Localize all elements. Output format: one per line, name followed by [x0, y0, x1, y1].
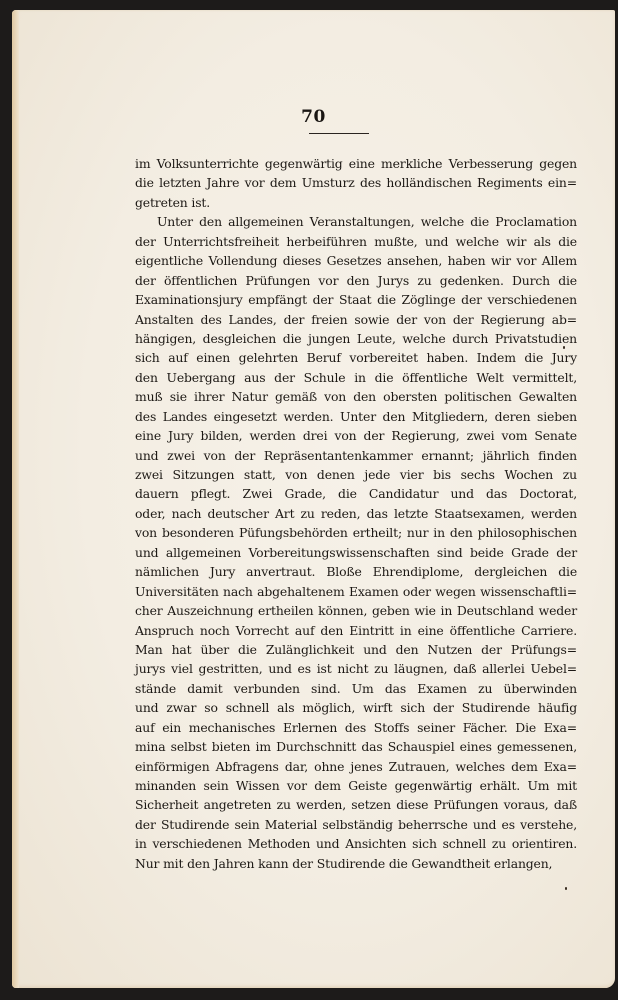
- text-line: in verschiedenen Methoden und Ansichten sich schnell zu orientiren.: [135, 836, 577, 852]
- text-line: einförmigen Abfragens dar, ohne jenes Zutrauen, welches dem Exa=: [135, 758, 577, 774]
- text-line: und zwar so schnell als möglich, wirft sich der Studirende häufig: [135, 700, 577, 716]
- body-text: [135, 154, 577, 873]
- text-line: jurys viel gestritten, und es ist nicht zu läugnen, daß allerlei Uebel=: [135, 661, 577, 677]
- text-line: Anstalten des Landes, der freien sowie der von der Regierung ab=: [135, 311, 577, 327]
- text-line: zwei Sitzungen statt, von denen jede vier bis sechs Wochen zu: [135, 467, 577, 482]
- text-line: den Uebergang aus der Schule in die öffentliche Welt vermittelt,: [135, 369, 577, 385]
- text-line: Unter den allgemeinen Veranstaltungen, welche die Proclamation: [157, 214, 577, 230]
- text-line: nämlichen Jury anvertraut. Bloße Ehrendiplome, dergleichen die: [135, 564, 577, 580]
- text-line: muß sie ihrer Natur gemäß von den obersten politischen Gewalten: [135, 389, 577, 405]
- text-line: dauern pflegt. Zwei Grade, die Candidatur und das Doctorat,: [135, 486, 577, 502]
- text-line: hängigen, desgleichen die jungen Leute, welche durch Privatstudien: [135, 330, 577, 346]
- text-line: Nur mit den Jahren kann der Studirende die Gewandtheit erlangen,: [135, 855, 553, 871]
- paper-speck: [563, 346, 565, 349]
- text-line: der Studirende sein Material selbständig beherrsche und es verstehe,: [135, 816, 577, 832]
- page-number-rule: [309, 133, 369, 134]
- book-page: [12, 10, 615, 988]
- text-line: getreten ist.: [135, 194, 211, 210]
- text-line: von besonderen Püfungsbehörden ertheilt; nur in den philosophischen: [135, 525, 577, 541]
- text-line: Examinationsjury empfängt der Staat die Zöglinge der verschiedenen: [135, 292, 577, 308]
- text-line: im Volksunterrichte gegenwärtig eine merkliche Verbesserung gegen: [135, 156, 577, 171]
- text-line: der Unterrichtsfreiheit herbeiführen mußte, und welche wir als die: [135, 233, 577, 249]
- text-line: Anspruch noch Vorrecht auf den Eintritt in eine öffentliche Carriere.: [135, 622, 577, 638]
- text-line: Man hat über die Zulänglichkeit und den Nutzen der Prüfungs=: [135, 641, 577, 657]
- page-edge: [12, 10, 19, 988]
- text-line: die letzten Jahre vor dem Umsturz des holländischen Regiments ein=: [135, 175, 577, 191]
- text-line: und zwei von der Repräsentantenkammer ernannt; jährlich finden: [135, 447, 577, 463]
- text-line: und allgemeinen Vorbereitungswissenschaften sind beide Grade der: [135, 544, 577, 560]
- paper-speck: [565, 887, 567, 890]
- text-line: eigentliche Vollendung dieses Gesetzes ansehen, haben wir vor Allem: [135, 253, 577, 269]
- text-line: mina selbst bieten im Durchschnitt das Schauspiel eines gemessenen,: [135, 739, 577, 755]
- text-line: minanden sein Wissen vor dem Geiste gegenwärtig erhält. Um mit: [135, 778, 577, 793]
- text-line: stände damit verbunden sind. Um das Examen zu überwinden: [135, 680, 577, 696]
- text-line: sich auf einen gelehrten Beruf vorbereitet haben. Indem die Jury: [135, 350, 577, 366]
- text-line: Sicherheit angetreten zu werden, setzen diese Prüfungen voraus, daß: [135, 797, 577, 813]
- page-number: 70: [301, 107, 326, 127]
- text-line: cher Auszeichnung ertheilen können, geben wie in Deutschland weder: [135, 603, 577, 619]
- text-line: des Landes eingesetzt werden. Unter den Mitgliedern, deren sieben: [135, 408, 577, 424]
- text-line: auf ein mechanisches Erlernen des Stoffs seiner Fächer. Die Exa=: [135, 719, 577, 735]
- text-line: oder, nach deutscher Art zu reden, das letzte Staatsexamen, werden: [135, 505, 577, 521]
- text-line: der öffentlichen Prüfungen vor den Jurys zu gedenken. Durch die: [135, 272, 577, 288]
- text-line: Universitäten nach abgehaltenem Examen oder wegen wissenschaftli=: [135, 583, 577, 599]
- text-line: eine Jury bilden, werden drei von der Regierung, zwei vom Senate: [135, 428, 577, 444]
